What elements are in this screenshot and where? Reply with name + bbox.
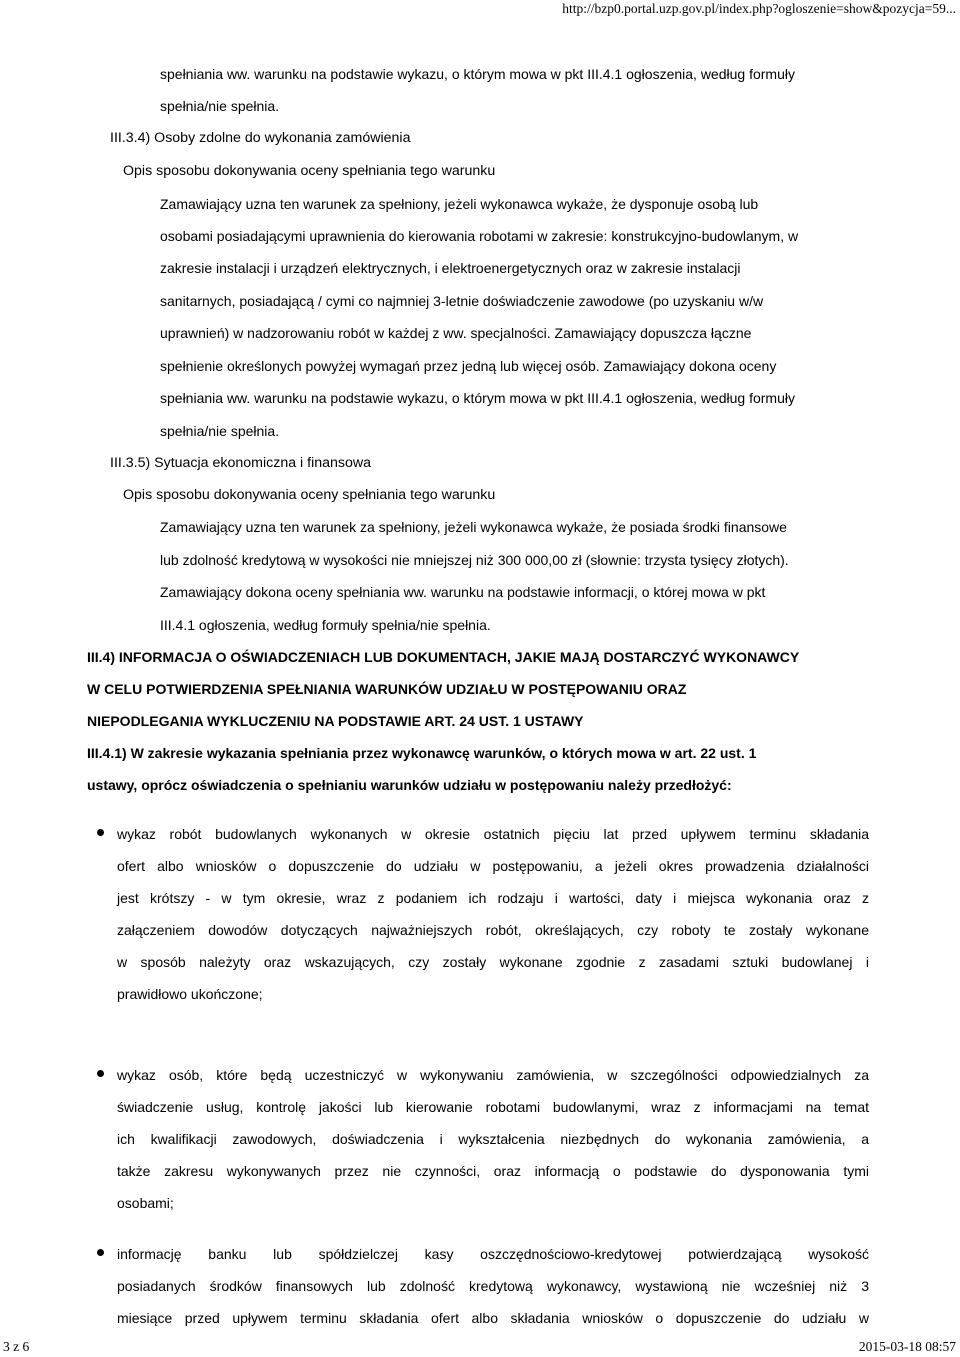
list-item-line: wykaz robót budowlanych wykonanych w okresie ostatnich pięciu lat przed upływem terminu składania <box>117 826 869 842</box>
bullet-icon <box>97 1249 104 1256</box>
list-item-line: także zakresu wykonywanych przez nie czynności, oraz informacją o podstawie do dysponowania tymi <box>117 1163 869 1179</box>
text-line: spełniania ww. warunku na podstawie wykazu, o którym mowa w pkt III.4.1 ogłoszenia, według formuły <box>160 390 795 406</box>
section-heading: III.4) INFORMACJA O OŚWIADCZENIACH LUB DOKUMENTACH, JAKIE MAJĄ DOSTARCZYĆ WYKONAWCY <box>87 649 800 665</box>
bullet-icon <box>97 829 104 836</box>
list-item-line: ich kwalifikacji zawodowych, doświadczenia i wykształcenia niezbędnych do wykonania zamówienia, a <box>117 1131 869 1147</box>
text-line: spełnia/nie spełnia. <box>160 423 280 439</box>
text-line: Zamawiający uzna ten warunek za spełniony, jeżeli wykonawca wykaże, że dysponuje osobą lub <box>160 196 759 212</box>
list-item-line: informację banku lub spółdzielczej kasy oszczędnościowo-kredytowej potwierdzającą wysokość <box>117 1246 869 1262</box>
text-line: spełnienie określonych powyżej wymagań przez jedną lub więcej osób. Zamawiający dokona oceny <box>160 358 777 374</box>
text-line: III.4.1 ogłoszenia, według formuły spełnia/nie spełnia. <box>160 617 491 633</box>
bullet-icon <box>97 1070 104 1077</box>
list-item-line: posiadanych środków finansowych lub zdolność kredytową wykonawcy, wystawioną nie wcześniej niż 3 <box>117 1278 869 1294</box>
list-item-line: w sposób należyty oraz wskazujących, czy zostały wykonane zgodnie z zasadami sztuki budowlanej i <box>117 954 869 970</box>
page-url: http://bzp0.portal.uzp.gov.pl/index.php?ogloszenie=show&pozycja=59... <box>562 1 956 16</box>
text-line: Zamawiający uzna ten warunek za spełniony, jeżeli wykonawca wykaże, że posiada środki finansowe <box>160 519 787 535</box>
text-line: osobami posiadającymi uprawnienia do kierowania robotami w zakresie: konstrukcyjno-budowlanym, w <box>160 228 799 244</box>
section-subheading: Opis sposobu dokonywania oceny spełniania tego warunku <box>123 163 496 179</box>
list-item-line: świadczenie usług, kontrolę jakości lub kierowanie robotami budowlanymi, wraz z informacjami na temat <box>117 1099 869 1115</box>
list-item-line: wykaz osób, które będą uczestniczyć w wykonywaniu zamówienia, w szczególności odpowiedzialnych za <box>117 1067 869 1083</box>
section-heading: NIEPODLEGANIA WYKLUCZENIU NA PODSTAWIE ART. 24 UST. 1 USTAWY <box>87 713 584 729</box>
text-line: lub zdolność kredytową w wysokości nie mniejszej niż 300 000,00 zł (słownie: trzysta tysięcy złotych). <box>160 552 789 568</box>
section-heading: III.3.4) Osoby zdolne do wykonania zamówienia <box>110 130 411 146</box>
section-heading: W CELU POTWIERDZENIA SPEŁNIANIA WARUNKÓW UDZIAŁU W POSTĘPOWANIU ORAZ <box>87 681 687 697</box>
list-item-line: miesiące przed upływem terminu składania ofert albo składania wniosków o dopuszczenie do udziału w <box>117 1310 869 1326</box>
list-item-line: prawidłowo ukończone; <box>117 986 263 1002</box>
list-item-line: załączeniem dowodów dotyczących najważniejszych robót, określających, czy roboty te zostały wykonane <box>117 922 869 938</box>
text-line: zakresie instalacji i urządzeń elektrycznych, i elektroenergetycznych oraz w zakresie instalacji <box>160 260 741 276</box>
list-item-line: osobami; <box>117 1195 174 1211</box>
subsection-heading: ustawy, oprócz oświadczenia o spełnianiu warunków udziału w postępowaniu należy przedłożyć: <box>87 777 732 793</box>
text-line: sanitarnych, posiadającą / cymi co najmniej 3-letnie doświadczenie zawodowe (po uzyskaniu w/w <box>160 293 764 309</box>
print-datetime: 2015-03-18 08:57 <box>858 1339 956 1354</box>
subsection-heading: III.4.1) W zakresie wykazania spełniania przez wykonawcę warunków, o których mowa w art. 22 ust. 1 <box>87 745 757 761</box>
text-line: Zamawiający dokona oceny spełniania ww. warunku na podstawie informacji, o której mowa w pkt <box>160 584 766 600</box>
list-item-line: jest krótszy - w tym okresie, wraz z podaniem ich rodzaju i wartości, daty i miejsca wykonania oraz z <box>117 890 869 906</box>
text-line: spełniania ww. warunku na podstawie wykazu, o którym mowa w pkt III.4.1 ogłoszenia, według formuły <box>160 66 795 82</box>
section-subheading: Opis sposobu dokonywania oceny spełniania tego warunku <box>123 487 496 503</box>
text-line: uprawnień) w nadzorowaniu robót w każdej z ww. specjalności. Zamawiający dopuszcza łączne <box>160 325 752 341</box>
list-item-line: ofert albo wniosków o dopuszczenie do udziału w postępowaniu, a jeżeli okres prowadzenia działalności <box>117 858 869 874</box>
text-line: spełnia/nie spełnia. <box>160 98 280 114</box>
section-heading: III.3.5) Sytuacja ekonomiczna i finansowa <box>110 455 372 471</box>
page-number: 3 z 6 <box>3 1339 30 1354</box>
